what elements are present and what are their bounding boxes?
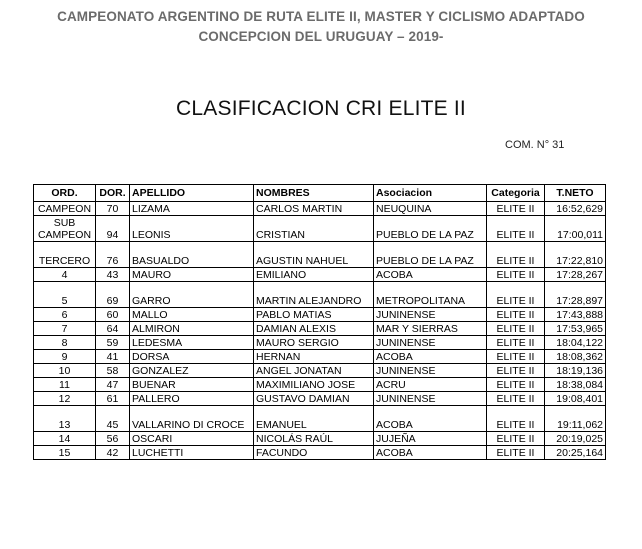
row-dorsal: 70 xyxy=(96,202,130,216)
row-categoria: ELITE II xyxy=(487,432,545,446)
row-asociacion: JUNINENSE xyxy=(374,364,487,378)
row-tiempo: 18:08,362 xyxy=(545,350,606,364)
row-tiempo: 18:19,136 xyxy=(545,364,606,378)
row-ord: 15 xyxy=(34,446,96,460)
row-asociacion: JUJEÑA xyxy=(374,432,487,446)
row-ord: 12 xyxy=(34,392,96,406)
col-header-dor: DOR. xyxy=(96,185,130,202)
row-asociacion: METROPOLITANA xyxy=(374,282,487,308)
row-asociacion: ACOBA xyxy=(374,268,487,282)
row-asociacion: NEUQUINA xyxy=(374,202,487,216)
row-dorsal: 58 xyxy=(96,364,130,378)
table-row xyxy=(34,268,606,282)
row-categoria: ELITE II xyxy=(487,282,545,308)
row-tiempo: 17:22,810 xyxy=(545,242,606,268)
row-asociacion: JUNINENSE xyxy=(374,392,487,406)
col-header-tiempo: T.NETO xyxy=(545,185,606,202)
row-apellido: LIZAMA xyxy=(130,202,254,216)
row-dorsal: 60 xyxy=(96,308,130,322)
row-apellido: DORSA xyxy=(130,350,254,364)
table-row xyxy=(34,242,606,268)
row-nombres: HERNAN xyxy=(254,350,374,364)
row-categoria: ELITE II xyxy=(487,216,545,242)
col-header-nombres: NOMBRES xyxy=(254,185,374,202)
row-tiempo: 19:08,401 xyxy=(545,392,606,406)
row-ord: 6 xyxy=(34,308,96,322)
row-categoria: ELITE II xyxy=(487,406,545,432)
row-nombres: ANGEL JONATAN xyxy=(254,364,374,378)
championship-title: CAMPEONATO ARGENTINO DE RUTA ELITE II, MASTER Y CICLISMO ADAPTADO xyxy=(57,9,585,24)
table-row xyxy=(34,336,606,350)
row-categoria: ELITE II xyxy=(487,350,545,364)
table-row xyxy=(34,202,606,216)
row-tiempo: 17:53,965 xyxy=(545,322,606,336)
row-nombres: AGUSTIN NAHUEL xyxy=(254,242,374,268)
classification-title: CLASIFICACION CRI ELITE II xyxy=(176,97,466,120)
table-row xyxy=(34,392,606,406)
row-nombres: EMANUEL xyxy=(254,406,374,432)
row-tiempo: 20:19,025 xyxy=(545,432,606,446)
row-dorsal: 61 xyxy=(96,392,130,406)
row-nombres: PABLO MATIAS xyxy=(254,308,374,322)
row-apellido: LEDESMA xyxy=(130,336,254,350)
row-tiempo: 17:28,897 xyxy=(545,282,606,308)
table-row xyxy=(34,308,606,322)
row-categoria: ELITE II xyxy=(487,392,545,406)
row-tiempo: 19:11,062 xyxy=(545,406,606,432)
row-apellido: LEONIS xyxy=(130,216,254,242)
table-row xyxy=(34,350,606,364)
row-ord: 5 xyxy=(34,282,96,308)
row-ord: 13 xyxy=(34,406,96,432)
row-dorsal: 47 xyxy=(96,378,130,392)
results-table xyxy=(33,184,606,460)
table-row xyxy=(34,378,606,392)
row-nombres: GUSTAVO DAMIAN xyxy=(254,392,374,406)
row-categoria: ELITE II xyxy=(487,242,545,268)
row-ord: 11 xyxy=(34,378,96,392)
row-ord: 8 xyxy=(34,336,96,350)
row-apellido: ALMIRON xyxy=(130,322,254,336)
row-asociacion: ACRU xyxy=(374,378,487,392)
row-nombres: MAURO SERGIO xyxy=(254,336,374,350)
row-apellido: VALLARINO DI CROCE xyxy=(130,406,254,432)
row-ord: 9 xyxy=(34,350,96,364)
row-apellido: GONZALEZ xyxy=(130,364,254,378)
row-categoria: ELITE II xyxy=(487,336,545,350)
row-ord: 10 xyxy=(34,364,96,378)
row-tiempo: 20:25,164 xyxy=(545,446,606,460)
row-asociacion: JUNINENSE xyxy=(374,308,487,322)
table-row xyxy=(34,282,606,308)
row-dorsal: 41 xyxy=(96,350,130,364)
communique-number: COM. N° 31 xyxy=(505,139,565,151)
row-nombres: DAMIAN ALEXIS xyxy=(254,322,374,336)
row-ord: 14 xyxy=(34,432,96,446)
row-tiempo: 18:04,122 xyxy=(545,336,606,350)
row-dorsal: 76 xyxy=(96,242,130,268)
row-categoria: ELITE II xyxy=(487,202,545,216)
row-categoria: ELITE II xyxy=(487,378,545,392)
row-apellido: PALLERO xyxy=(130,392,254,406)
col-header-categoria: Categoria xyxy=(487,185,545,202)
row-tiempo: 16:52,629 xyxy=(545,202,606,216)
table-row xyxy=(34,432,606,446)
row-dorsal: 69 xyxy=(96,282,130,308)
row-categoria: ELITE II xyxy=(487,322,545,336)
table-row xyxy=(34,364,606,378)
row-asociacion: ACOBA xyxy=(374,446,487,460)
row-ord: 7 xyxy=(34,322,96,336)
col-header-apellido: APELLIDO xyxy=(130,185,254,202)
row-asociacion: PUEBLO DE LA PAZ xyxy=(374,242,487,268)
row-dorsal: 42 xyxy=(96,446,130,460)
row-ord: 4 xyxy=(34,268,96,282)
row-nombres: EMILIANO xyxy=(254,268,374,282)
row-dorsal: 59 xyxy=(96,336,130,350)
row-apellido: BASUALDO xyxy=(130,242,254,268)
table-row xyxy=(34,216,606,242)
row-nombres: MAXIMILIANO JOSE xyxy=(254,378,374,392)
row-ord: CAMPEON xyxy=(34,202,96,216)
row-ord: SUB CAMPEON xyxy=(34,216,96,242)
row-tiempo: 17:43,888 xyxy=(545,308,606,322)
row-asociacion: ACOBA xyxy=(374,406,487,432)
row-apellido: BUENAR xyxy=(130,378,254,392)
row-dorsal: 56 xyxy=(96,432,130,446)
row-categoria: ELITE II xyxy=(487,268,545,282)
col-header-ord: ORD. xyxy=(34,185,96,202)
row-apellido: MALLO xyxy=(130,308,254,322)
row-dorsal: 43 xyxy=(96,268,130,282)
row-categoria: ELITE II xyxy=(487,308,545,322)
table-row xyxy=(34,446,606,460)
row-apellido: LUCHETTI xyxy=(130,446,254,460)
row-nombres: FACUNDO xyxy=(254,446,374,460)
row-categoria: ELITE II xyxy=(487,364,545,378)
row-categoria: ELITE II xyxy=(487,446,545,460)
row-dorsal: 45 xyxy=(96,406,130,432)
row-ord: TERCERO xyxy=(34,242,96,268)
row-asociacion: JUNINENSE xyxy=(374,336,487,350)
col-header-asociacion: Asociacion xyxy=(374,185,487,202)
row-tiempo: 17:28,267 xyxy=(545,268,606,282)
row-nombres: NICOLÁS RAÚL xyxy=(254,432,374,446)
table-row xyxy=(34,322,606,336)
row-apellido: GARRO xyxy=(130,282,254,308)
row-dorsal: 64 xyxy=(96,322,130,336)
row-dorsal: 94 xyxy=(96,216,130,242)
row-asociacion: PUEBLO DE LA PAZ xyxy=(374,216,487,242)
row-asociacion: MAR Y SIERRAS xyxy=(374,322,487,336)
event-location-year: CONCEPCION DEL URUGUAY – 2019- xyxy=(198,29,444,44)
row-nombres: MARTIN ALEJANDRO xyxy=(254,282,374,308)
row-nombres: CARLOS MARTIN xyxy=(254,202,374,216)
table-row xyxy=(34,406,606,432)
row-apellido: OSCARI xyxy=(130,432,254,446)
row-asociacion: ACOBA xyxy=(374,350,487,364)
row-tiempo: 18:38,084 xyxy=(545,378,606,392)
table-header-row xyxy=(34,185,606,202)
row-apellido: MAURO xyxy=(130,268,254,282)
row-tiempo: 17:00,011 xyxy=(545,216,606,242)
row-nombres: CRISTIAN xyxy=(254,216,374,242)
